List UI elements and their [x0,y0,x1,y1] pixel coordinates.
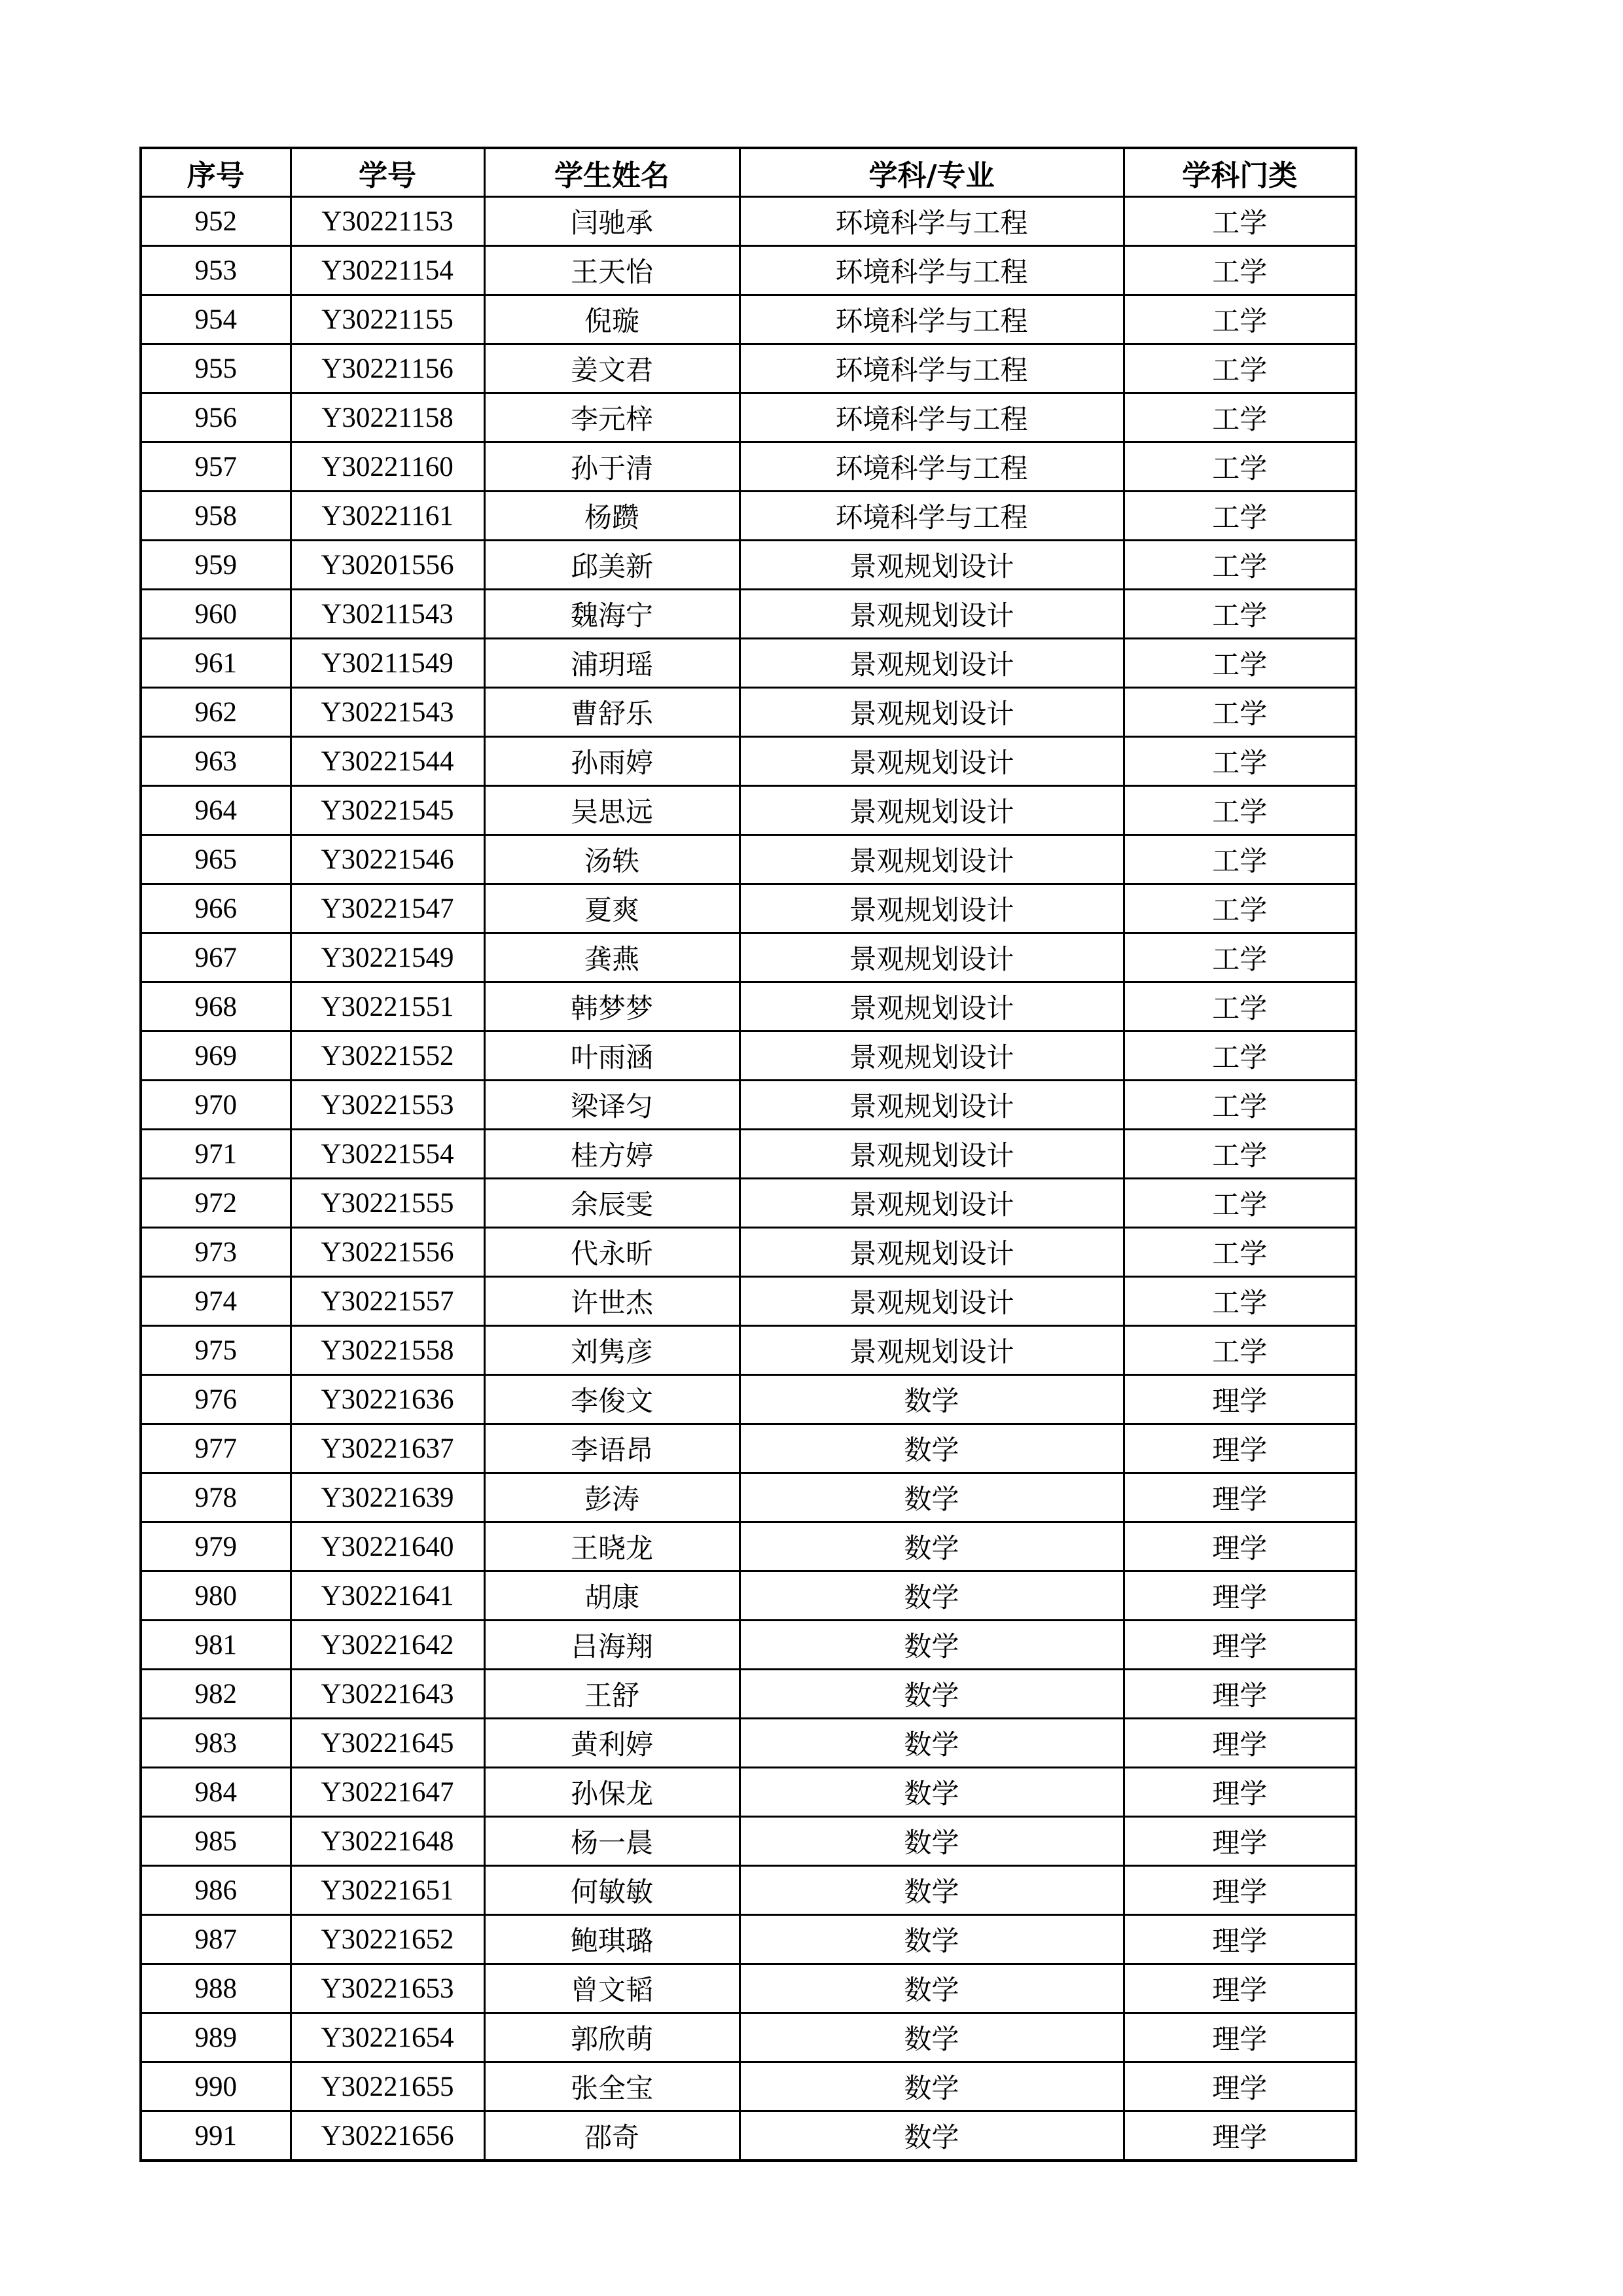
table-row [141,1915,1356,1964]
cell-seq: 960 [141,590,291,639]
cell-seq: 989 [141,2013,291,2062]
table-row [141,1768,1356,1817]
cell-category: 工学 [1124,442,1356,492]
cell-seq: 975 [141,1326,291,1375]
cell-student-name: 倪璇 [484,295,740,344]
header-seq: 序号 [141,148,291,197]
cell-student-name: 孙保龙 [484,1768,740,1817]
cell-student-id: Y30221637 [291,1424,484,1473]
cell-major: 景观规划设计 [740,933,1124,982]
cell-major: 数学 [740,1571,1124,1621]
cell-category: 理学 [1124,1866,1356,1915]
cell-student-id: Y30211549 [291,639,484,688]
cell-student-id: Y30221647 [291,1768,484,1817]
cell-major: 景观规划设计 [740,835,1124,884]
cell-category: 理学 [1124,1424,1356,1473]
table-row [141,1719,1356,1768]
table-row [141,541,1356,590]
cell-student-name: 桂方婷 [484,1130,740,1179]
cell-major: 景观规划设计 [740,786,1124,835]
cell-category: 工学 [1124,1031,1356,1081]
cell-student-id: Y30221543 [291,688,484,737]
cell-category: 理学 [1124,1375,1356,1424]
cell-category: 工学 [1124,688,1356,737]
cell-student-name: 何敏敏 [484,1866,740,1915]
cell-major: 数学 [740,1915,1124,1964]
cell-major: 景观规划设计 [740,982,1124,1031]
cell-category: 工学 [1124,541,1356,590]
cell-major: 景观规划设计 [740,1326,1124,1375]
cell-student-name: 韩梦梦 [484,982,740,1031]
cell-seq: 988 [141,1964,291,2013]
cell-student-name: 孙雨婷 [484,737,740,786]
cell-student-id: Y30221545 [291,786,484,835]
cell-student-id: Y30221639 [291,1473,484,1522]
cell-student-name: 胡康 [484,1571,740,1621]
cell-seq: 967 [141,933,291,982]
cell-student-name: 刘隽彦 [484,1326,740,1375]
table-row [141,1571,1356,1621]
table-row [141,2111,1356,2161]
cell-major: 景观规划设计 [740,590,1124,639]
table-row [141,835,1356,884]
cell-category: 工学 [1124,492,1356,541]
cell-seq: 980 [141,1571,291,1621]
table-row [141,1081,1356,1130]
cell-major: 数学 [740,1768,1124,1817]
cell-student-name: 李语昂 [484,1424,740,1473]
cell-major: 景观规划设计 [740,1081,1124,1130]
cell-category: 工学 [1124,1228,1356,1277]
table-row [141,2013,1356,2062]
cell-student-name: 姜文君 [484,344,740,393]
cell-major: 数学 [740,1522,1124,1571]
cell-seq: 978 [141,1473,291,1522]
cell-seq: 964 [141,786,291,835]
cell-student-id: Y30221652 [291,1915,484,1964]
cell-student-name: 叶雨涵 [484,1031,740,1081]
cell-student-name: 闫驰承 [484,197,740,246]
cell-category: 工学 [1124,933,1356,982]
table-row [141,590,1356,639]
cell-student-name: 彭涛 [484,1473,740,1522]
header-row [141,148,1356,197]
table-row [141,688,1356,737]
table-row [141,1228,1356,1277]
table-row [141,1522,1356,1571]
cell-major: 数学 [740,1473,1124,1522]
cell-student-id: Y30221549 [291,933,484,982]
cell-category: 工学 [1124,590,1356,639]
cell-seq: 985 [141,1817,291,1866]
cell-major: 环境科学与工程 [740,492,1124,541]
cell-category: 工学 [1124,884,1356,933]
cell-student-name: 李元梓 [484,393,740,442]
cell-major: 数学 [740,1817,1124,1866]
cell-seq: 979 [141,1522,291,1571]
cell-student-name: 郭欣萌 [484,2013,740,2062]
table-row [141,2062,1356,2111]
cell-category: 工学 [1124,1179,1356,1228]
cell-student-name: 孙于清 [484,442,740,492]
cell-seq: 977 [141,1424,291,1473]
cell-student-id: Y30221554 [291,1130,484,1179]
cell-student-id: Y30221640 [291,1522,484,1571]
cell-student-name: 杨一晨 [484,1817,740,1866]
cell-student-id: Y30221551 [291,982,484,1031]
table-row [141,1326,1356,1375]
table-row [141,1179,1356,1228]
cell-major: 景观规划设计 [740,884,1124,933]
cell-major: 数学 [740,1964,1124,2013]
cell-major: 数学 [740,2062,1124,2111]
table-row [141,737,1356,786]
table-row [141,1130,1356,1179]
cell-seq: 956 [141,393,291,442]
cell-student-id: Y30221655 [291,2062,484,2111]
cell-student-id: Y30221155 [291,295,484,344]
cell-student-name: 杨躜 [484,492,740,541]
cell-seq: 954 [141,295,291,344]
cell-student-id: Y30221643 [291,1670,484,1719]
cell-major: 景观规划设计 [740,1031,1124,1081]
cell-seq: 974 [141,1277,291,1326]
cell-seq: 971 [141,1130,291,1179]
cell-category: 理学 [1124,1473,1356,1522]
cell-student-id: Y30221154 [291,246,484,295]
cell-student-name: 许世杰 [484,1277,740,1326]
cell-category: 理学 [1124,1768,1356,1817]
cell-student-name: 浦玥瑶 [484,639,740,688]
cell-student-name: 邱美新 [484,541,740,590]
table-row [141,393,1356,442]
table-row [141,1375,1356,1424]
table-row [141,1424,1356,1473]
cell-major: 数学 [740,1375,1124,1424]
cell-category: 理学 [1124,1915,1356,1964]
cell-student-id: Y30211543 [291,590,484,639]
cell-category: 工学 [1124,295,1356,344]
cell-category: 工学 [1124,982,1356,1031]
cell-student-name: 王晓龙 [484,1522,740,1571]
cell-seq: 963 [141,737,291,786]
cell-seq: 984 [141,1768,291,1817]
cell-student-id: Y30221645 [291,1719,484,1768]
cell-student-id: Y30221158 [291,393,484,442]
header-student-name: 学生姓名 [484,148,740,197]
cell-category: 理学 [1124,1670,1356,1719]
cell-student-id: Y30221656 [291,2111,484,2161]
cell-seq: 970 [141,1081,291,1130]
cell-major: 景观规划设计 [740,737,1124,786]
cell-seq: 969 [141,1031,291,1081]
cell-category: 理学 [1124,1719,1356,1768]
cell-student-id: Y30221648 [291,1817,484,1866]
cell-seq: 968 [141,982,291,1031]
table-row [141,492,1356,541]
cell-category: 理学 [1124,2111,1356,2161]
cell-category: 工学 [1124,835,1356,884]
cell-student-name: 王舒 [484,1670,740,1719]
cell-major: 景观规划设计 [740,639,1124,688]
cell-seq: 962 [141,688,291,737]
cell-student-name: 张全宝 [484,2062,740,2111]
cell-student-id: Y30201556 [291,541,484,590]
cell-major: 数学 [740,1424,1124,1473]
cell-category: 理学 [1124,2062,1356,2111]
cell-category: 工学 [1124,786,1356,835]
cell-seq: 958 [141,492,291,541]
table-row [141,1031,1356,1081]
cell-student-name: 魏海宁 [484,590,740,639]
table-row [141,1277,1356,1326]
cell-major: 景观规划设计 [740,1179,1124,1228]
cell-major: 数学 [740,2013,1124,2062]
table-body [141,197,1356,2161]
cell-student-name: 王天怡 [484,246,740,295]
cell-category: 工学 [1124,1081,1356,1130]
cell-seq: 987 [141,1915,291,1964]
cell-seq: 953 [141,246,291,295]
cell-student-id: Y30221557 [291,1277,484,1326]
cell-student-name: 代永昕 [484,1228,740,1277]
cell-major: 环境科学与工程 [740,197,1124,246]
cell-student-id: Y30221546 [291,835,484,884]
cell-category: 工学 [1124,1326,1356,1375]
table-row [141,1473,1356,1522]
cell-major: 环境科学与工程 [740,393,1124,442]
cell-student-name: 鲍琪璐 [484,1915,740,1964]
cell-seq: 961 [141,639,291,688]
cell-category: 工学 [1124,639,1356,688]
cell-student-name: 夏爽 [484,884,740,933]
cell-major: 数学 [740,1866,1124,1915]
cell-seq: 991 [141,2111,291,2161]
cell-student-name: 曾文韬 [484,1964,740,2013]
cell-major: 环境科学与工程 [740,344,1124,393]
cell-student-name: 龚燕 [484,933,740,982]
cell-student-id: Y30221552 [291,1031,484,1081]
cell-category: 理学 [1124,1571,1356,1621]
cell-student-id: Y30221642 [291,1621,484,1670]
cell-category: 工学 [1124,246,1356,295]
cell-student-id: Y30221556 [291,1228,484,1277]
cell-student-name: 邵奇 [484,2111,740,2161]
student-roster-table [139,147,1357,2162]
table-row [141,1670,1356,1719]
cell-student-id: Y30221156 [291,344,484,393]
cell-category: 工学 [1124,393,1356,442]
table-row [141,197,1356,246]
cell-student-id: Y30221161 [291,492,484,541]
table-row [141,933,1356,982]
cell-student-name: 吕海翔 [484,1621,740,1670]
cell-category: 理学 [1124,1621,1356,1670]
table-row [141,246,1356,295]
cell-student-name: 汤轶 [484,835,740,884]
table-row [141,639,1356,688]
header-category: 学科门类 [1124,148,1356,197]
cell-seq: 972 [141,1179,291,1228]
cell-major: 环境科学与工程 [740,246,1124,295]
cell-seq: 973 [141,1228,291,1277]
cell-student-id: Y30221153 [291,197,484,246]
cell-major: 数学 [740,1621,1124,1670]
table-row [141,1964,1356,2013]
cell-seq: 990 [141,2062,291,2111]
cell-seq: 982 [141,1670,291,1719]
cell-seq: 965 [141,835,291,884]
cell-seq: 986 [141,1866,291,1915]
cell-student-name: 梁译匀 [484,1081,740,1130]
cell-student-id: Y30221553 [291,1081,484,1130]
cell-seq: 976 [141,1375,291,1424]
cell-student-id: Y30221636 [291,1375,484,1424]
cell-major: 景观规划设计 [740,688,1124,737]
cell-student-id: Y30221651 [291,1866,484,1915]
cell-category: 工学 [1124,1130,1356,1179]
table-row [141,884,1356,933]
cell-student-name: 吴思远 [484,786,740,835]
cell-major: 数学 [740,1719,1124,1768]
cell-major: 环境科学与工程 [740,442,1124,492]
cell-major: 景观规划设计 [740,1277,1124,1326]
cell-seq: 966 [141,884,291,933]
cell-student-name: 曹舒乐 [484,688,740,737]
cell-category: 工学 [1124,344,1356,393]
cell-student-id: Y30221160 [291,442,484,492]
table-row [141,982,1356,1031]
cell-student-name: 余辰雯 [484,1179,740,1228]
cell-major: 景观规划设计 [740,1130,1124,1179]
cell-category: 理学 [1124,1522,1356,1571]
cell-student-id: Y30221555 [291,1179,484,1228]
cell-major: 景观规划设计 [740,541,1124,590]
cell-student-id: Y30221654 [291,2013,484,2062]
cell-seq: 955 [141,344,291,393]
cell-seq: 952 [141,197,291,246]
cell-major: 环境科学与工程 [740,295,1124,344]
table-row [141,1817,1356,1866]
cell-major: 景观规划设计 [740,1228,1124,1277]
table-row [141,1866,1356,1915]
header-student-id: 学号 [291,148,484,197]
cell-student-id: Y30221558 [291,1326,484,1375]
cell-student-name: 黄利婷 [484,1719,740,1768]
cell-category: 工学 [1124,197,1356,246]
cell-seq: 957 [141,442,291,492]
cell-student-id: Y30221653 [291,1964,484,2013]
cell-student-id: Y30221544 [291,737,484,786]
header-major: 学科/专业 [740,148,1124,197]
cell-student-name: 李俊文 [484,1375,740,1424]
cell-major: 数学 [740,2111,1124,2161]
cell-category: 工学 [1124,737,1356,786]
cell-student-id: Y30221547 [291,884,484,933]
table-row [141,1621,1356,1670]
cell-student-id: Y30221641 [291,1571,484,1621]
cell-seq: 959 [141,541,291,590]
table-row [141,295,1356,344]
cell-seq: 981 [141,1621,291,1670]
table-row [141,344,1356,393]
cell-seq: 983 [141,1719,291,1768]
cell-category: 工学 [1124,1277,1356,1326]
table-header [141,148,1356,197]
cell-major: 数学 [740,1670,1124,1719]
cell-category: 理学 [1124,1964,1356,2013]
table-row [141,442,1356,492]
cell-category: 理学 [1124,2013,1356,2062]
table-row [141,786,1356,835]
cell-category: 理学 [1124,1817,1356,1866]
